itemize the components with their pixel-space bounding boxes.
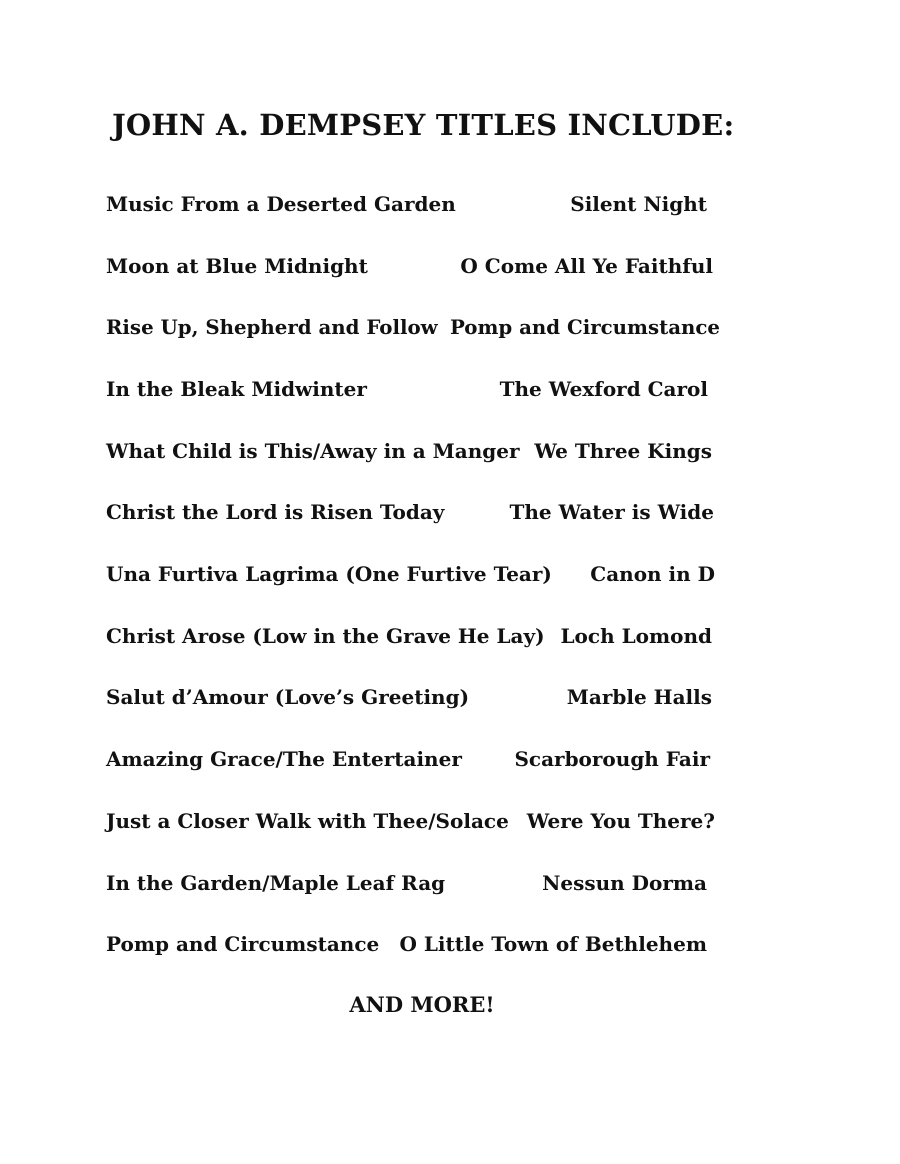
title-right: The Water is Wide <box>509 500 714 524</box>
title-left: Moon at Blue Midnight <box>106 254 368 278</box>
title-row <box>0 497 900 527</box>
title-right: Loch Lomond <box>560 624 712 648</box>
title-row <box>0 868 900 898</box>
title-row <box>0 559 900 589</box>
title-right: O Come All Ye Faithful <box>460 254 713 278</box>
title-right: Were You There? <box>526 809 715 833</box>
title-left: Una Furtiva Lagrima (One Furtive Tear) <box>106 562 552 586</box>
title-left: In the Bleak Midwinter <box>106 377 367 401</box>
title-right: Scarborough Fair <box>514 747 710 771</box>
title-row <box>0 621 900 651</box>
title-left: Salut d’Amour (Love’s Greeting) <box>106 685 470 709</box>
page-title: JOHN A. DEMPSEY TITLES INCLUDE: <box>112 108 735 142</box>
title-row <box>0 744 900 774</box>
title-row <box>0 806 900 836</box>
title-left: Music From a Deserted Garden <box>106 192 456 216</box>
title-right: Canon in D <box>590 562 715 586</box>
title-left: In the Garden/Maple Leaf Rag <box>106 871 446 895</box>
title-right: We Three Kings <box>534 439 712 463</box>
title-right: The Wexford Carol <box>499 377 708 401</box>
title-left: Pomp and Circumstance <box>106 932 380 956</box>
and-more-footer: AND MORE! <box>349 992 495 1017</box>
title-left: Just a Closer Walk with Thee/Solace <box>106 809 509 833</box>
title-left: Christ Arose (Low in the Grave He Lay) <box>106 624 545 648</box>
title-right: O Little Town of Bethlehem <box>399 932 707 956</box>
title-row <box>0 436 900 466</box>
title-left: What Child is This/Away in a Manger <box>106 439 520 463</box>
title-left: Christ the Lord is Risen Today <box>106 500 445 524</box>
title-right: Pomp and Circumstance <box>449 315 720 339</box>
title-right: Nessun Dorma <box>542 871 707 895</box>
title-right: Silent Night <box>570 192 707 216</box>
title-left: Amazing Grace/The Entertainer <box>106 747 462 771</box>
title-left: Rise Up, Shepherd and Follow <box>106 315 438 339</box>
title-row <box>0 189 900 219</box>
title-row <box>0 929 900 959</box>
title-right: Marble Halls <box>566 685 712 709</box>
title-row <box>0 312 900 342</box>
title-row <box>0 251 900 281</box>
title-row <box>0 682 900 712</box>
title-row <box>0 374 900 404</box>
